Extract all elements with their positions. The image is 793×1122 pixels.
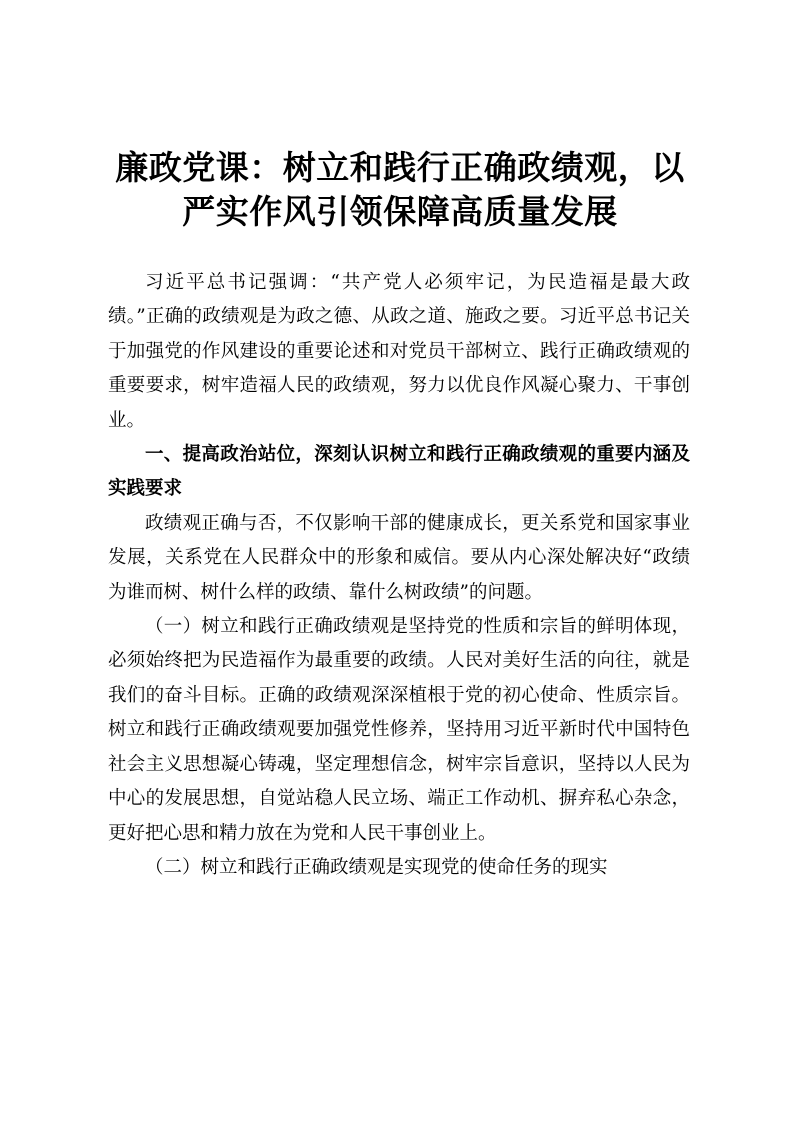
subsection-1-paragraph: （一）树立和践行正确政绩观是坚持党的性质和宗旨的鲜明体现，必须始终把为民造福作为最重要的政绩。人民对美好生活的向往，就是我们的奋斗目标。正确的政绩观深深植根于党的初心使命、性质宗旨。树立和践行正确政绩观要加强党性修养，坚持用习近平新时代中国特色社会主义思想凝心铸魂，坚定理想信念，树牢宗旨意识，坚持以人民为中心的发展思想，自觉站稳人民立场、端正工作动机、摒弃私心杂念，更好把心思和精力放在为党和人民干事创业上。	[108, 616, 690, 844]
title-line-2: 严实作风引领保障高质量发展	[182, 192, 618, 231]
document-title	[100, 146, 700, 234]
intro-paragraph: 习近平总书记强调：“共产党人必须牢记，为民造福是最大政绩。”正确的政绩观是为政之德、从政之道、施政之要。习近平总书记关于加强党的作风建设的重要论述和对党员干部树立、践行正确政绩观的重要要求，树牢造福人民的政绩观，努力以优良作风凝心聚力、干事创业。	[108, 272, 690, 431]
title-line-1: 廉政党课：树立和践行正确政绩观，以	[115, 148, 685, 187]
section-heading-1: 一、提高政治站位，深刻认识树立和践行正确政绩观的重要内涵及实践要求	[108, 444, 690, 500]
subsection-2-paragraph: （二）树立和践行正确政绩观是实现党的使命任务的现实	[145, 856, 608, 878]
document-body	[108, 266, 690, 885]
section-1-paragraph: 政绩观正确与否，不仅影响干部的健康成长，更关系党和国家事业发展，关系党在人民群众中的形象和威信。要从内心深处解决好“政绩为谁而树、树什么样的政绩、靠什么树政绩”的问题。	[108, 512, 690, 603]
